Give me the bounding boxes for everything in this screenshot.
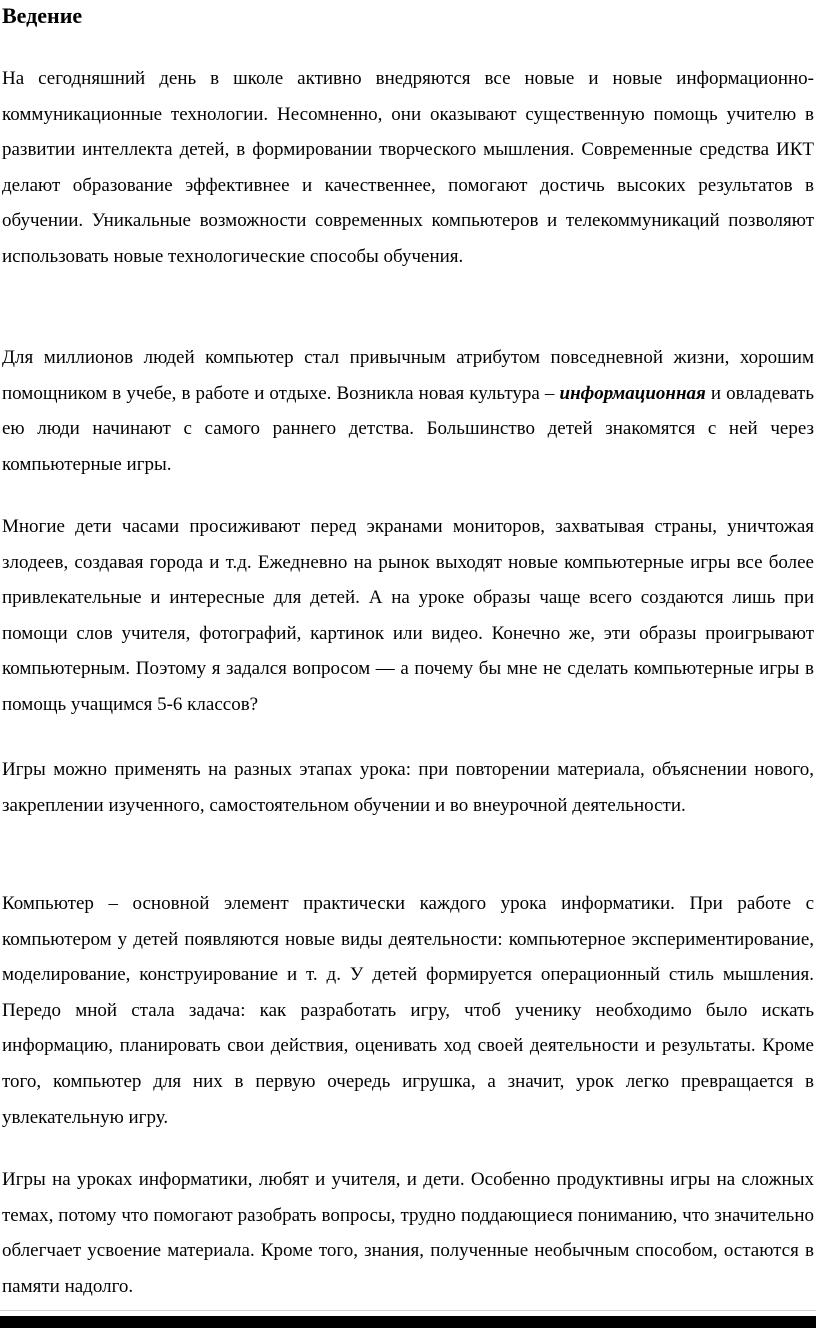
bottom-bar (0, 1316, 816, 1328)
emphasized-term: информационная (559, 382, 706, 404)
paragraph-text: и овладевать ею люди начинают с самого раннего детства. Большинство детей знакомятся с ней через компьютерные игры. (2, 382, 814, 475)
divider-line (0, 1310, 816, 1311)
paragraph-information-culture (2, 340, 814, 482)
paragraph-computer-element: Компьютер – основной элемент практически каждого урока информатики. При работе с компьютером у детей появляются новые виды деятельности: компьютерное экспериментирование, моделирование, конструирование и т. д. У детей формируется операционный стиль мышления. Передо мной стала задача: как разработать игру, чтоб ученику необходимо было искать информацию, планировать свои действия, оценивать ход своей деятельности и результаты. Кроме того, компьютер для них в первую очередь игрушка, а значит, урок легко превращается в увлекательную игру. (2, 893, 814, 1128)
paragraph-text: Для миллионов людей компьютер стал привычным атрибутом повседневной жизни, хорошим помощником в учебе, в работе и отдыхе. Возникла новая культура – (2, 347, 814, 404)
paragraph-computer-games: Многие дети часами просиживают перед экранами мониторов, захватывая страны, уничтожая злодеев, создавая города и т.д. Ежедневно на рынок выходят новые компьютерные игры все более привлекательные и интересные для детей. А на уроке образы чаще всего создаются лишь при помощи слов учителя, фотографий, картинок или видео. Конечно же, эти образы проигрывают компьютерным. Поэтому я задался вопросом — а почему бы мне не сделать компьютерные игры в помощь учащимся 5-6 классов? (2, 516, 814, 715)
paragraph-ict-introduction: На сегодняшний день в школе активно внедряются все новые и новые информационно-коммуникационные технологии. Несомненно, они оказывают существенную помощь учителю в развитии интеллекта детей, в формировании творческого мышления. Современные средства ИКТ делают образование эффективнее и качественнее, помогают достичь высоких результатов в обучении. Уникальные возможности современных компьютеров и телекоммуникаций позволяют использовать новые технологические способы обучения. (2, 68, 814, 267)
document-title: Ведение (2, 3, 83, 28)
paragraph-lesson-stages: Игры можно применять на разных этапах урока: при повторении материала, объяснении нового, закреплении изученного, самостоятельном обучении и во внеурочной деятельности. (2, 759, 814, 816)
paragraph-games-in-lessons: Игры на уроках информатики, любят и учителя, и дети. Особенно продуктивны игры на сложных темах, потому что помогают разобрать вопросы, трудно поддающиеся пониманию, что значительно облегчает усвоение материала. Кроме того, знания, полученные необычным способом, остаются в памяти надолго. (2, 1169, 814, 1297)
